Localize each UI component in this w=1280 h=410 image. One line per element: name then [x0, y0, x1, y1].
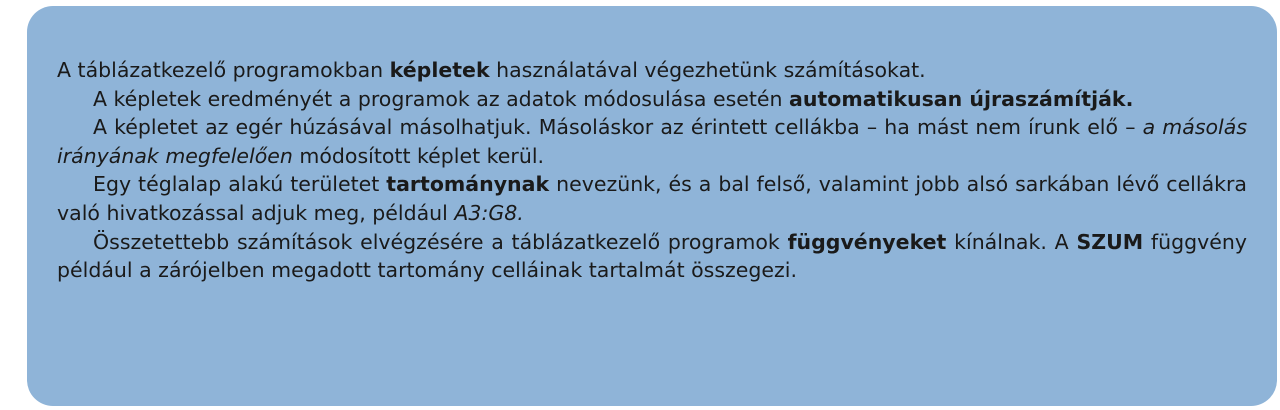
text: nevezünk, és a bal felső, valamint jobb alsó sarkában lévő cellákra való hivatkozással adjuk meg, például — [57, 172, 1247, 225]
text: Összetettebb számítások elvégzésére a táblázatkezelő programok — [93, 229, 788, 254]
bold-term-recalculation: automatikusan újraszámítják. — [789, 86, 1134, 111]
paragraph-formulas — [57, 56, 1247, 85]
bold-term-szum: SZUM — [1076, 229, 1144, 254]
text: A képletek eredményét a programok az adatok módosulása esetén — [93, 86, 790, 111]
text: Egy téglalap alakú területet — [93, 172, 387, 197]
italic-range-example: A3:G8. — [454, 200, 524, 225]
paragraph-recalculation — [57, 85, 1247, 114]
bold-term-range: tartománynak — [386, 172, 550, 197]
paragraph-functions — [57, 228, 1247, 285]
bold-term-formulas: képletek — [389, 58, 490, 82]
bold-term-functions: függvényeket — [787, 229, 947, 254]
text: kínálnak. A — [946, 229, 1077, 254]
text: használatával végezhetünk számításokat. — [489, 58, 926, 82]
text: A képletet az egér húzásával másolhatjuk. Másoláskor az érintett cellákba – ha mást nem írunk elő – — [93, 115, 1143, 140]
paragraph-copying — [57, 113, 1247, 170]
text: függvény például a zárójelben megadott tartomány celláinak tartalmát összegezi. — [57, 229, 1247, 283]
paragraph-range — [57, 170, 1247, 227]
italic-phrase-direction: a másolás irányának megfelelően — [57, 115, 1247, 168]
text: módosított képlet kerül. — [292, 143, 545, 168]
text: A táblázatkezelő programokban — [57, 58, 390, 82]
info-box — [27, 6, 1277, 406]
